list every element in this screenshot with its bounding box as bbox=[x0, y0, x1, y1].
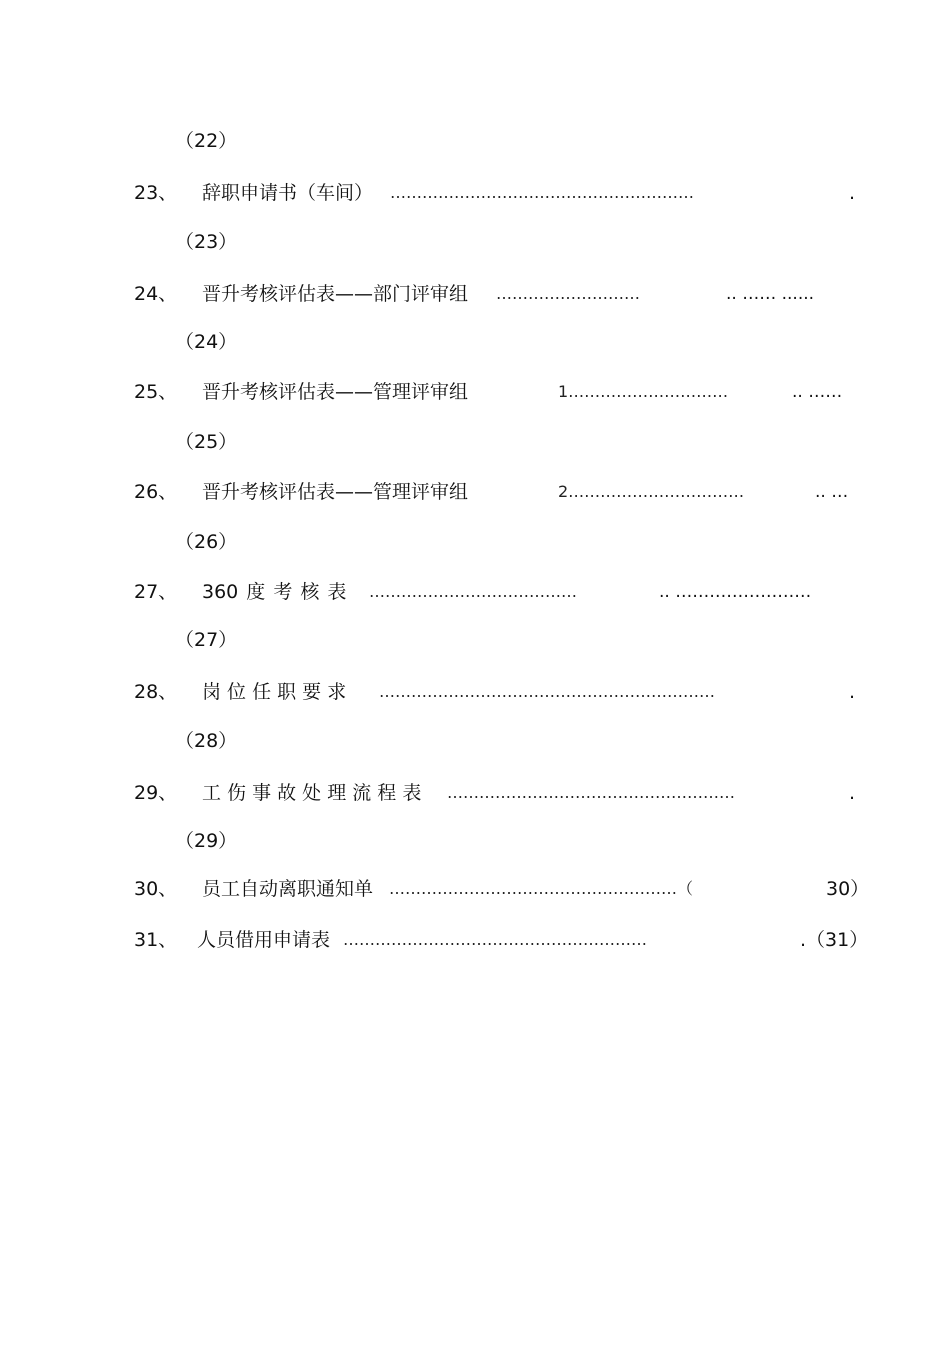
toc-page-number: （28） bbox=[175, 730, 238, 752]
toc-entry-number: 28、 bbox=[134, 681, 178, 703]
toc-leader-tail: .. …… ...... bbox=[726, 284, 815, 304]
toc-entry-title: 晋升考核评估表——部门评审组 bbox=[202, 283, 469, 305]
toc-entry-number: 25、 bbox=[134, 381, 178, 403]
toc-leader-tail: .. … bbox=[815, 482, 849, 502]
toc-leader-dots: 1………………………… bbox=[558, 382, 729, 401]
toc-leader-dots: ………………………………… bbox=[369, 582, 577, 601]
toc-leader-dots: ……………………………………………… bbox=[447, 783, 735, 802]
toc-leader-tail: .. …… bbox=[792, 382, 843, 402]
toc-page-number-22: （22） bbox=[175, 130, 238, 152]
toc-page-number: （27） bbox=[175, 629, 238, 651]
toc-page-number: （23） bbox=[175, 231, 238, 253]
toc-leader-dots: ……………………… bbox=[496, 284, 640, 303]
toc-entry-number: 24、 bbox=[134, 283, 178, 305]
toc-entry-number: 30、 bbox=[134, 878, 178, 900]
toc-entry-title: 晋升考核评估表——管理评审组 bbox=[202, 381, 469, 403]
toc-entry-title: 辞职申请书（车间） bbox=[202, 182, 374, 204]
toc-leader-dots: ………………………………………………… bbox=[390, 183, 694, 202]
toc-leader-dots: ……………………………………………………… bbox=[379, 682, 715, 701]
toc-leader-dots: ………………………………………………（ bbox=[389, 879, 694, 898]
toc-entry-number: 26、 bbox=[134, 481, 178, 503]
toc-entry-title: 晋升考核评估表——管理评审组 bbox=[202, 481, 469, 503]
toc-leader-tail: . bbox=[849, 782, 856, 804]
toc-entry-number: 23、 bbox=[134, 182, 178, 204]
toc-leader-tail: . bbox=[849, 681, 856, 703]
toc-page-number: （25） bbox=[175, 431, 238, 453]
toc-page-number: （26） bbox=[175, 531, 238, 553]
toc-entry-number: 29、 bbox=[134, 782, 178, 804]
toc-entry-title: 员工自动离职通知单 bbox=[202, 878, 374, 900]
toc-entry-title: 人员借用申请表 bbox=[197, 929, 331, 951]
toc-leader-tail: 30） bbox=[826, 878, 870, 900]
toc-leader-tail: . bbox=[849, 182, 856, 204]
toc-leader-dots: 2…………………………… bbox=[558, 482, 745, 501]
toc-entry-number: 31、 bbox=[134, 929, 178, 951]
toc-page-number: （29） bbox=[175, 830, 238, 852]
toc-entry-number: 27、 bbox=[134, 581, 178, 603]
toc-entry-title: 岗 位 任 职 要 求 bbox=[202, 681, 347, 703]
toc-leader-dots: ………………………………………………… bbox=[343, 930, 647, 949]
toc-leader-tail: .（31） bbox=[800, 929, 869, 951]
toc-leader-tail: .. …………………… bbox=[659, 582, 812, 602]
toc-entry-title: 工 伤 事 故 处 理 流 程 表 bbox=[202, 782, 422, 804]
toc-entry-title: 360 度 考 核 表 bbox=[202, 581, 347, 603]
toc-page-number: （24） bbox=[175, 331, 238, 353]
